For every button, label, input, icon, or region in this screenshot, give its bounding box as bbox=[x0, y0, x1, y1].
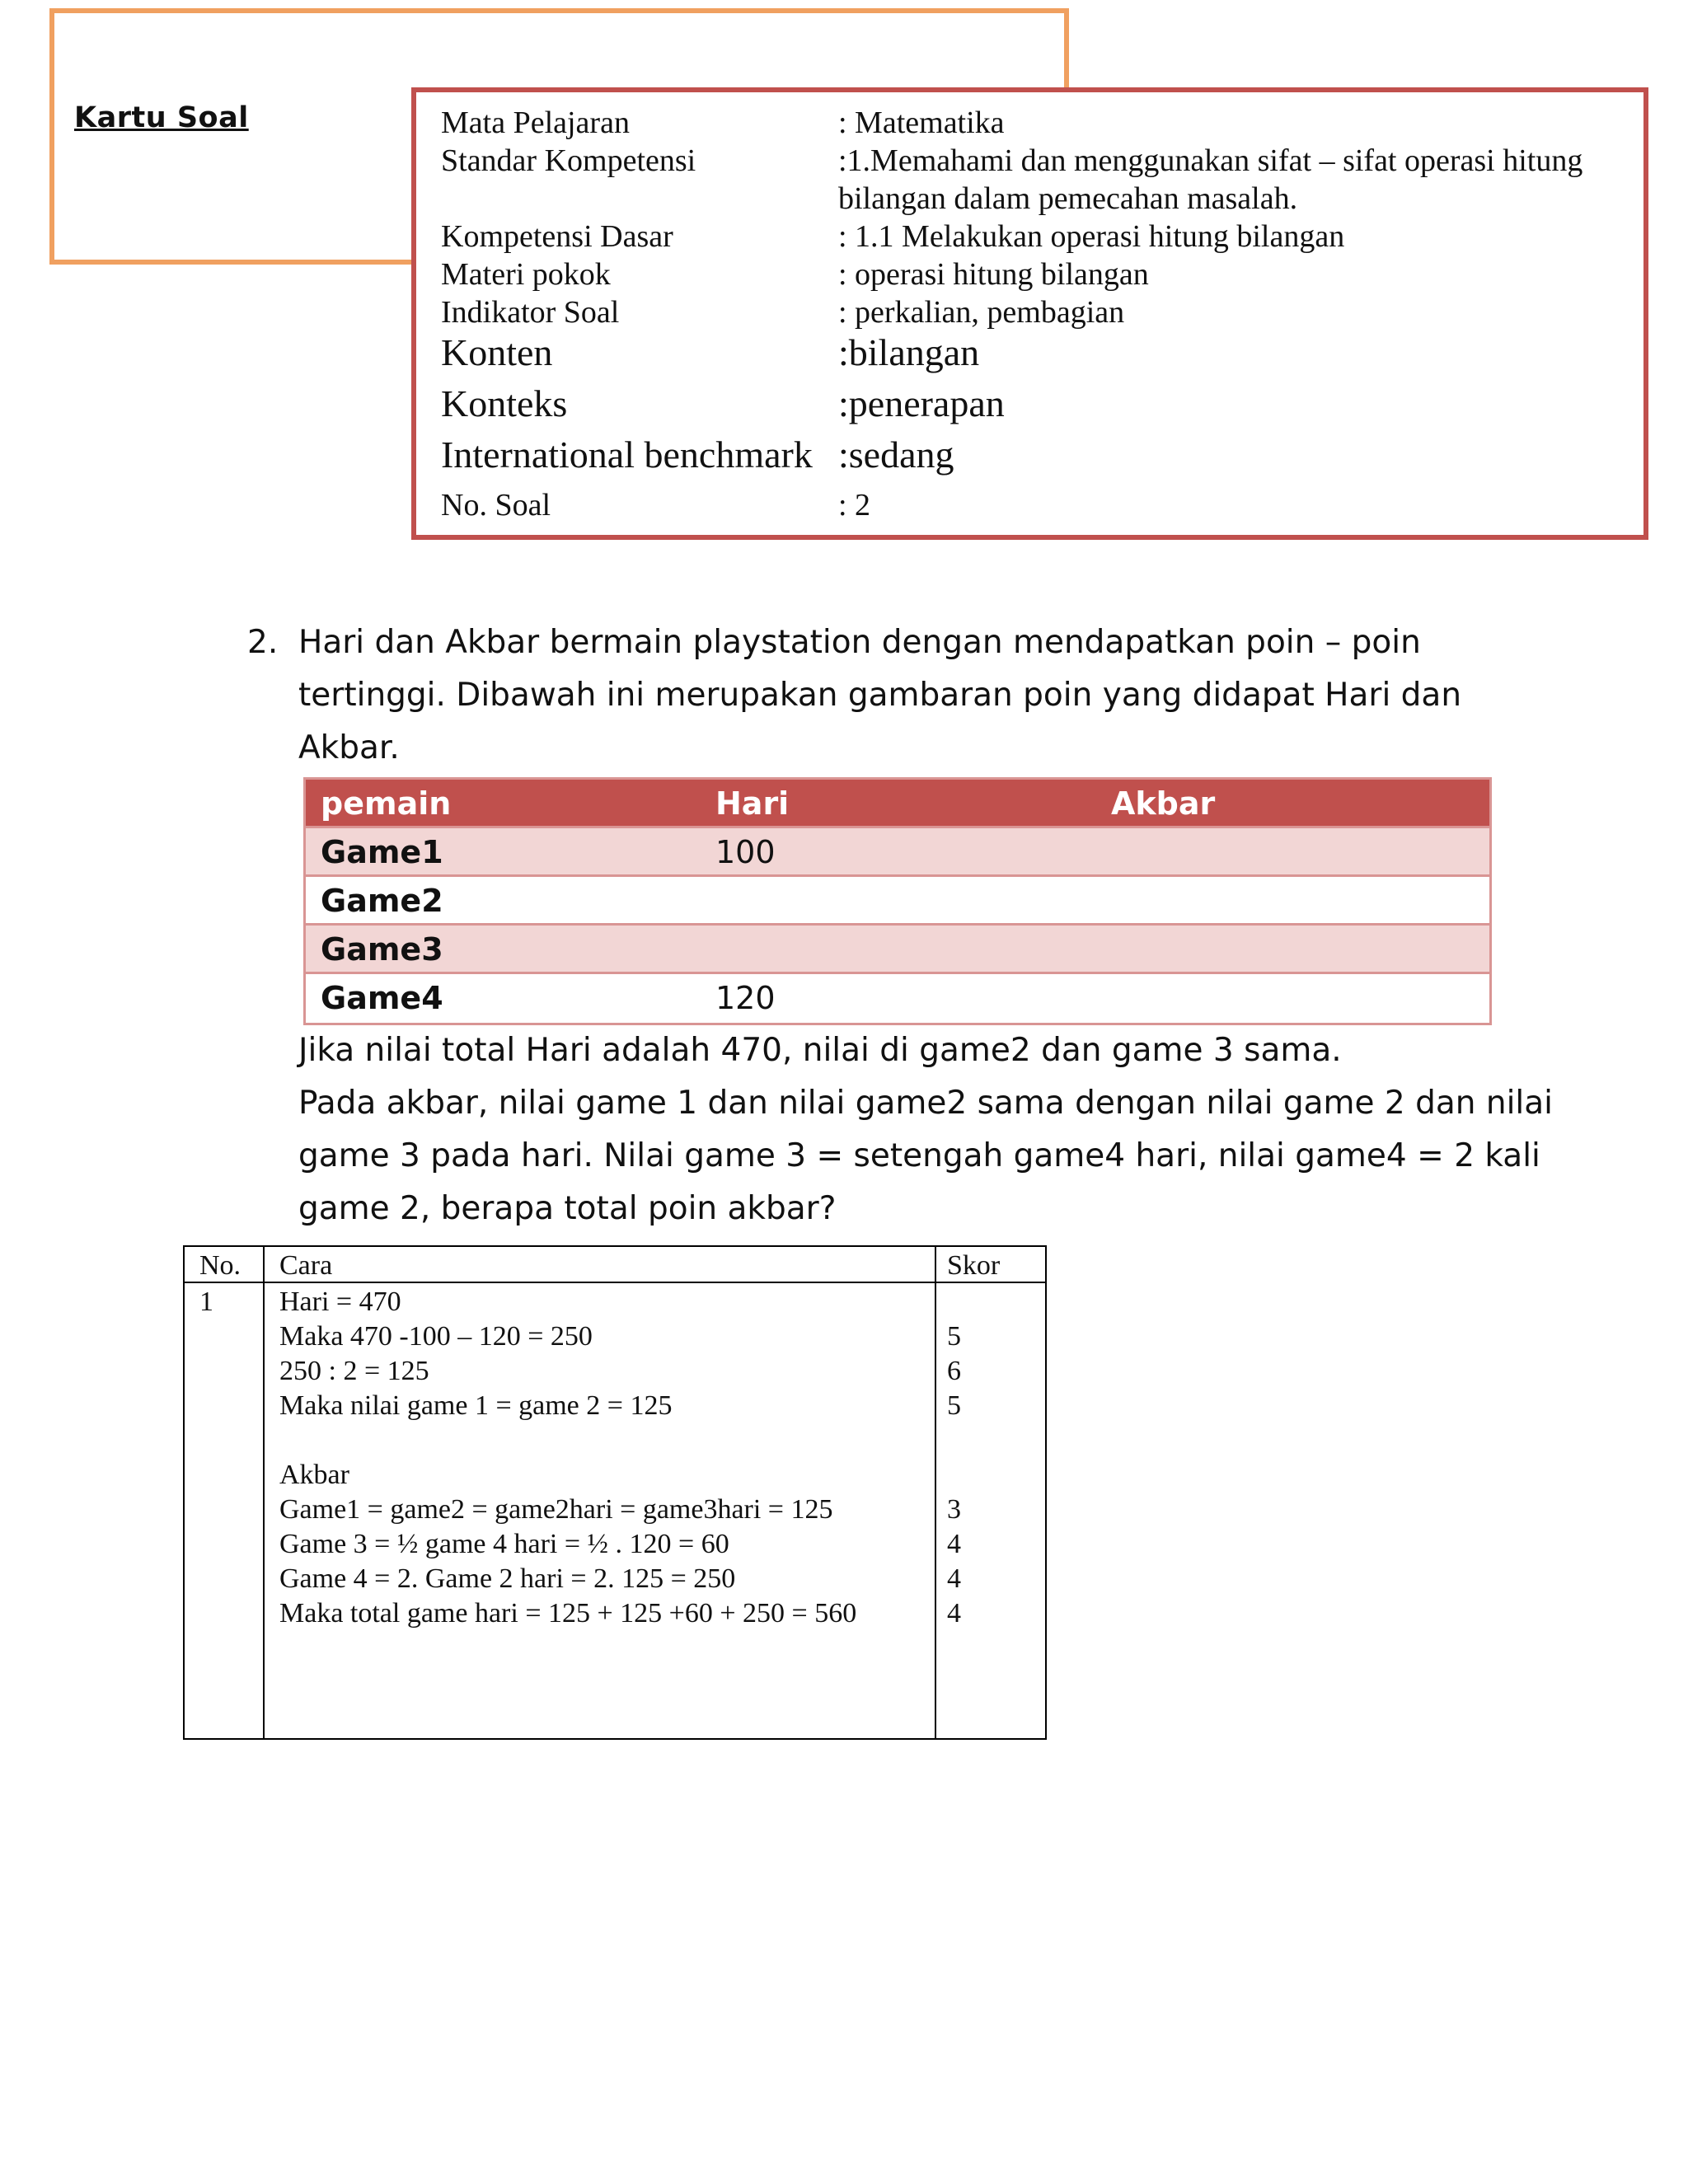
row-label: Game2 bbox=[321, 883, 443, 919]
column-divider bbox=[263, 1247, 265, 1738]
answer-table bbox=[183, 1245, 1047, 1740]
table-row bbox=[306, 974, 1489, 1023]
header-cell-akbar: Akbar bbox=[1111, 785, 1216, 822]
condition-line: game 2, berapa total poin akbar? bbox=[298, 1190, 837, 1227]
header-skor: Skor bbox=[947, 1250, 1001, 1281]
info-value: : perkalian, pembagian bbox=[838, 295, 1125, 330]
cara-line: Hari = 470 bbox=[279, 1286, 401, 1317]
info-value: : 2 bbox=[838, 488, 871, 523]
skor-value: 5 bbox=[947, 1321, 961, 1352]
info-label: Indikator Soal bbox=[441, 295, 620, 330]
cara-line: 250 : 2 = 125 bbox=[279, 1356, 429, 1386]
hari-cell: 120 bbox=[715, 980, 776, 1016]
header-cara: Cara bbox=[279, 1250, 333, 1281]
cara-line: Akbar bbox=[279, 1460, 349, 1490]
row-label: Game1 bbox=[321, 834, 443, 870]
info-value: : Matematika bbox=[838, 105, 1005, 140]
info-label: No. Soal bbox=[441, 488, 551, 523]
info-label: Konten bbox=[441, 331, 553, 373]
table-row bbox=[306, 926, 1489, 974]
condition-line: Pada akbar, nilai game 1 dan nilai game2 sama dengan nilai game 2 dan nilai bbox=[298, 1085, 1553, 1122]
question-number: 2. bbox=[247, 624, 279, 661]
question-text: Hari dan Akbar bermain playstation dengan mendapatkan poin – poin tertinggi. Dibawah ini merupakan gambaran poin yang didapat Hari dan Akbar. bbox=[298, 624, 1462, 766]
info-value: :bilangan bbox=[838, 331, 980, 373]
question-conditions bbox=[298, 1024, 1584, 1235]
header-cell-pemain: pemain bbox=[321, 785, 452, 822]
points-table bbox=[303, 777, 1492, 1025]
cara-line: Game1 = game2 = game2hari = game3hari = 125 bbox=[279, 1494, 833, 1525]
condition-line: Jika nilai total Hari adalah 470, nilai di game2 dan game 3 sama. bbox=[298, 1032, 1342, 1069]
info-value: : operasi hitung bilangan bbox=[838, 257, 1149, 292]
info-label: Kompetensi Dasar bbox=[441, 219, 673, 254]
header-cell-hari: Hari bbox=[715, 785, 790, 822]
info-label: Konteks bbox=[441, 382, 568, 424]
card-title: Kartu Soal bbox=[74, 101, 249, 134]
info-label: Mata Pelajaran bbox=[441, 105, 630, 140]
answer-number: 1 bbox=[199, 1286, 213, 1317]
info-value: :1.Memahami dan menggunakan sifat – sifat operasi hitung bilangan dalam pemecahan masalah. bbox=[838, 143, 1583, 216]
skor-value: 4 bbox=[947, 1598, 961, 1629]
info-label: International benchmark bbox=[441, 434, 813, 476]
skor-value: 4 bbox=[947, 1563, 961, 1594]
row-label: Game3 bbox=[321, 931, 443, 968]
condition-line: game 3 pada hari. Nilai game 3 = setengah game4 hari, nilai game4 = 2 kali bbox=[298, 1137, 1540, 1174]
info-value: :penerapan bbox=[838, 382, 1005, 424]
cara-line: Maka total game hari = 125 + 125 +60 + 250 = 560 bbox=[279, 1598, 857, 1629]
info-value: :sedang bbox=[838, 434, 954, 476]
points-table-header bbox=[306, 780, 1489, 828]
cara-line: Game 4 = 2. Game 2 hari = 2. 125 = 250 bbox=[279, 1563, 736, 1594]
skor-value: 3 bbox=[947, 1494, 961, 1525]
table-row bbox=[306, 877, 1489, 926]
column-divider bbox=[935, 1247, 936, 1738]
skor-value: 6 bbox=[947, 1356, 961, 1386]
info-value: : 1.1 Melakukan operasi hitung bilangan bbox=[838, 219, 1345, 254]
hari-cell: 100 bbox=[715, 834, 776, 870]
info-label: Materi pokok bbox=[441, 257, 611, 292]
row-label: Game4 bbox=[321, 980, 443, 1016]
cara-line: Maka 470 -100 – 120 = 250 bbox=[279, 1321, 593, 1352]
header-no: No. bbox=[199, 1250, 241, 1281]
table-row bbox=[306, 828, 1489, 877]
info-label: Standar Kompetensi bbox=[441, 143, 696, 178]
cara-line: Maka nilai game 1 = game 2 = 125 bbox=[279, 1390, 673, 1421]
skor-value: 5 bbox=[947, 1390, 961, 1421]
cara-line: Game 3 = ½ game 4 hari = ½ . 120 = 60 bbox=[279, 1529, 729, 1559]
card-info-box bbox=[411, 87, 1648, 540]
skor-value: 4 bbox=[947, 1529, 961, 1559]
